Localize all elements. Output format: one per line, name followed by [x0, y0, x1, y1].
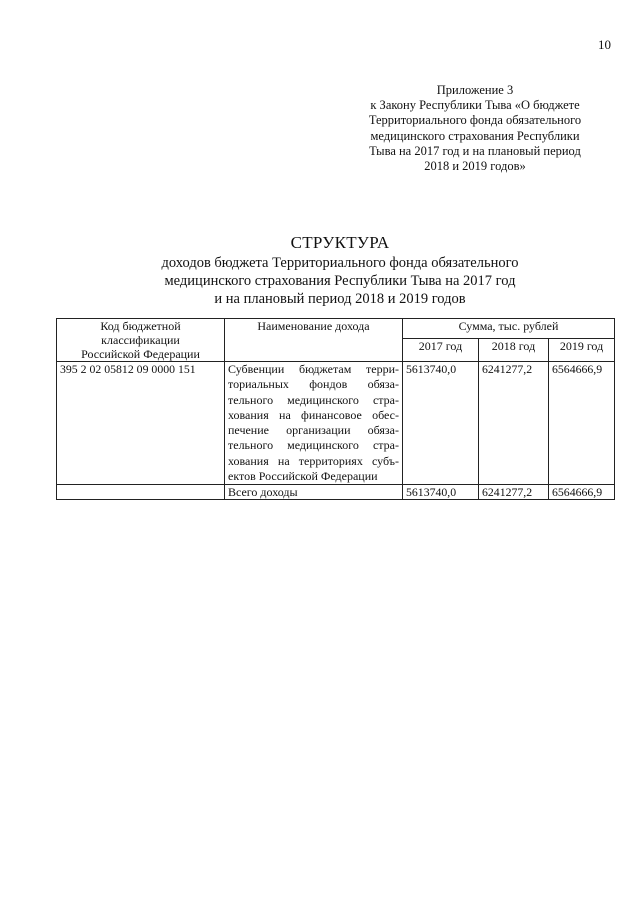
- income-name-line: Субвенции бюджетам терри-: [228, 362, 399, 376]
- budget-code-cell: 395 2 02 05812 09 0000 151: [57, 362, 225, 485]
- title-sub-line: медицинского страхования Республики Тыва на 2017 год: [164, 273, 516, 289]
- page-number: 10: [598, 37, 611, 52]
- total-2017-cell: 5613740,0: [403, 485, 479, 500]
- appendix-line: Приложение 3: [436, 83, 514, 97]
- appendix-line: медицинского страхования Республики: [370, 128, 580, 143]
- value-2019-cell: 6564666,9: [549, 362, 615, 485]
- header-year-2019: 2019 год: [549, 338, 615, 361]
- header-year-2017: 2017 год: [403, 338, 479, 361]
- table-total-row: [57, 485, 615, 500]
- header-code-line: классификации: [101, 333, 180, 347]
- total-code-cell: [57, 485, 225, 500]
- appendix-line: к Закону Республики Тыва «О бюджете: [370, 98, 580, 113]
- table-header-row: [57, 319, 615, 339]
- table-row: [57, 362, 615, 485]
- header-year-2018: 2018 год: [479, 338, 549, 361]
- document-title: [100, 232, 580, 308]
- header-sum: Сумма, тыс. рублей: [403, 319, 615, 339]
- income-name-line: печение организации обяза-: [228, 423, 399, 438]
- income-name-line: хования на территориях субъ-: [228, 453, 399, 468]
- income-name-line: ториальных фондов обяза-: [228, 377, 399, 392]
- header-code-line: Российской Федерации: [81, 347, 200, 361]
- income-structure-table: [56, 318, 615, 500]
- income-name-line: хования на финансовое обес-: [228, 407, 399, 422]
- income-name-line: тельного медицинского стра-: [228, 438, 399, 453]
- header-income-name: Наименование дохода: [225, 319, 403, 362]
- appendix-note: [355, 83, 595, 174]
- income-name-cell: [225, 362, 403, 485]
- income-name-line: тельного медицинского стра-: [228, 392, 399, 407]
- value-2018-cell: 6241277,2: [479, 362, 549, 485]
- total-2019-cell: 6564666,9: [549, 485, 615, 500]
- total-2018-cell: 6241277,2: [479, 485, 549, 500]
- title-main: СТРУКТУРА: [290, 233, 390, 252]
- appendix-line: Тыва на 2017 год и на плановый период: [369, 143, 581, 158]
- header-code-line: Код бюджетной: [100, 319, 181, 333]
- total-label-cell: Всего доходы: [225, 485, 403, 500]
- title-sub-line: доходов бюджета Территориального фонда обязательного: [161, 255, 519, 271]
- value-2017-cell: 5613740,0: [403, 362, 479, 485]
- appendix-line: 2018 и 2019 годов»: [424, 159, 526, 174]
- header-budget-code: [57, 319, 225, 362]
- income-name-line: ектов Российской Федерации: [228, 469, 378, 484]
- title-sub-line: и на плановый период 2018 и 2019 годов: [214, 291, 466, 307]
- appendix-line: Территориального фонда обязательного: [368, 113, 582, 128]
